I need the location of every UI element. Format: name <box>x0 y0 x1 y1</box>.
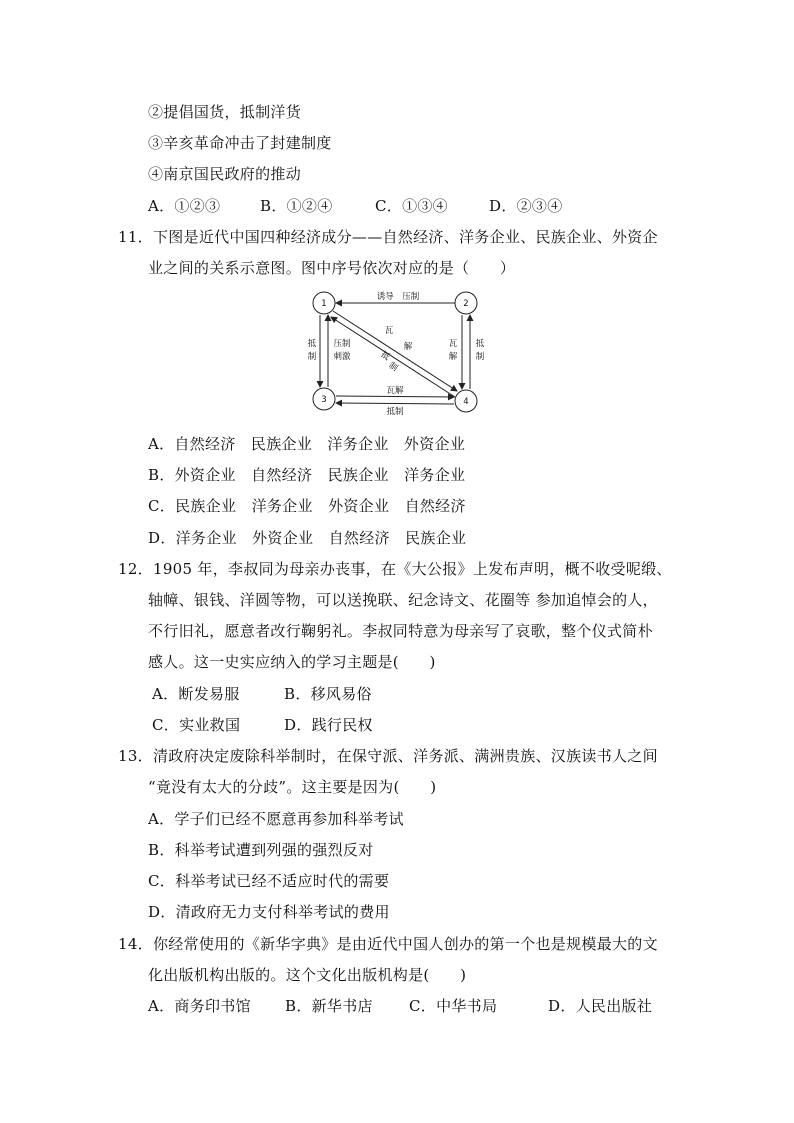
node-4-label: 4 <box>463 397 469 407</box>
label-right-outer-1: 抵 <box>475 339 485 349</box>
q10-option-c: C．①③④ <box>375 197 448 215</box>
q14-option-c: C．中华书局 <box>409 997 498 1015</box>
q13-option-c: C．科举考试已经不适应时代的需要 <box>148 872 390 890</box>
q13-option-a: A．学子们已经不愿意再参加科举考试 <box>148 810 404 828</box>
q14-option-a: A．商务印书馆 <box>148 997 251 1015</box>
q12-option-d: D．践行民权 <box>284 716 373 734</box>
q12-stem-line2: 轴幛、银钱、洋圆等物，可以送挽联、纪念诗文、花圈等 参加追悼会的人， <box>148 591 658 609</box>
label-diag-upper-2: 解 <box>403 342 413 352</box>
q11-stem-line2: 业之间的关系示意图。图中序号依次对应的是（ ） <box>148 259 516 277</box>
q12-option-b: B．移风易俗 <box>284 685 372 703</box>
q11-option-d: D．洋务企业 外资企业 自然经济 民族企业 <box>148 529 467 547</box>
label-right-inner-1: 瓦 <box>448 339 458 349</box>
q13-stem-line2: “竟没有太大的分歧”。这主要是因为( ) <box>148 778 437 796</box>
q13-stem-line1: 13．清政府决定废除科举制时，在保守派、洋务派、满洲贵族、汉族读书人之间 <box>118 747 658 765</box>
q10-option-a: A．①②③ <box>148 197 221 215</box>
q12-stem-line1: 12．1905 年，李叔同为母亲办丧事，在《大公报》上发布声明，概不收受呢缎、 <box>118 560 672 578</box>
q13-option-b: B．科举考试遭到列强的强烈反对 <box>148 841 374 859</box>
label-disintegrate: 瓦解 <box>386 386 404 396</box>
arrow-4-to-3 <box>336 403 454 404</box>
label-induce-suppress: 诱导 压制 <box>376 292 420 302</box>
q12-stem-line4: 感人。这一史实应纳入的学习主题是( ) <box>148 653 436 671</box>
q14-stem-line2: 化出版机构出版的。这个文化出版机构是( ) <box>148 966 467 984</box>
arrow-1-to-4 <box>333 311 457 391</box>
q12-stem-line3: 不行旧礼，愿意者改行鞠躬礼。李叔同特意为母亲写了哀歌，整个仪式简朴 <box>148 622 653 640</box>
label-left-inner-1: 压制 <box>333 339 351 349</box>
q14-stem-line1: 14．你经常使用的《新华字典》是由近代中国人创办的第一个也是规模最大的文 <box>118 935 658 953</box>
node-2-label: 2 <box>463 299 469 309</box>
q10-options <box>148 196 563 216</box>
label-diag-upper-1: 瓦 <box>384 326 394 336</box>
economy-relation-diagram <box>300 287 500 417</box>
q10-option-b: B．①②④ <box>260 197 333 215</box>
node-1-label: 1 <box>321 299 327 309</box>
q12-option-a: A．断发易服 <box>152 685 240 703</box>
arrow-3-to-4 <box>336 396 454 397</box>
q10-option-d: D．②③④ <box>489 197 563 215</box>
label-right-inner-2: 解 <box>448 352 458 362</box>
label-left-inner-2: 刺激 <box>333 352 351 362</box>
q12-options-row1 <box>152 684 372 704</box>
q14-options <box>148 996 652 1016</box>
q11-option-a: A．自然经济 民族企业 洋务企业 外资企业 <box>148 435 466 453</box>
label-diag-lower-2: 制 <box>386 360 400 374</box>
list-item: ③辛亥革命冲击了封建制度 <box>148 134 332 152</box>
q13-option-d: D．清政府无力支付科举考试的费用 <box>148 903 390 921</box>
q14-option-b: B．新华书店 <box>285 997 373 1015</box>
label-left-outer-2: 制 <box>307 352 317 362</box>
label-right-outer-2: 制 <box>475 352 485 362</box>
q11-stem-line1: 11．下图是近代中国四种经济成分——自然经济、洋务企业、民族企业、外资企 <box>118 228 658 246</box>
label-diag-lower-1: 抵 <box>378 349 392 363</box>
q12-options-row2 <box>152 715 373 735</box>
label-left-outer-1: 抵 <box>307 339 317 349</box>
q12-option-c: C．实业救国 <box>152 716 241 734</box>
label-resist: 抵制 <box>386 407 404 417</box>
list-item: ②提倡国货，抵制洋货 <box>148 103 302 121</box>
list-item: ④南京国民政府的推动 <box>148 165 302 183</box>
q11-option-b: B．外资企业 自然经济 民族企业 洋务企业 <box>148 466 466 484</box>
q14-option-d: D．人民出版社 <box>548 997 653 1015</box>
node-3-label: 3 <box>321 395 327 405</box>
q11-option-c: C．民族企业 洋务企业 外资企业 自然经济 <box>148 497 466 515</box>
